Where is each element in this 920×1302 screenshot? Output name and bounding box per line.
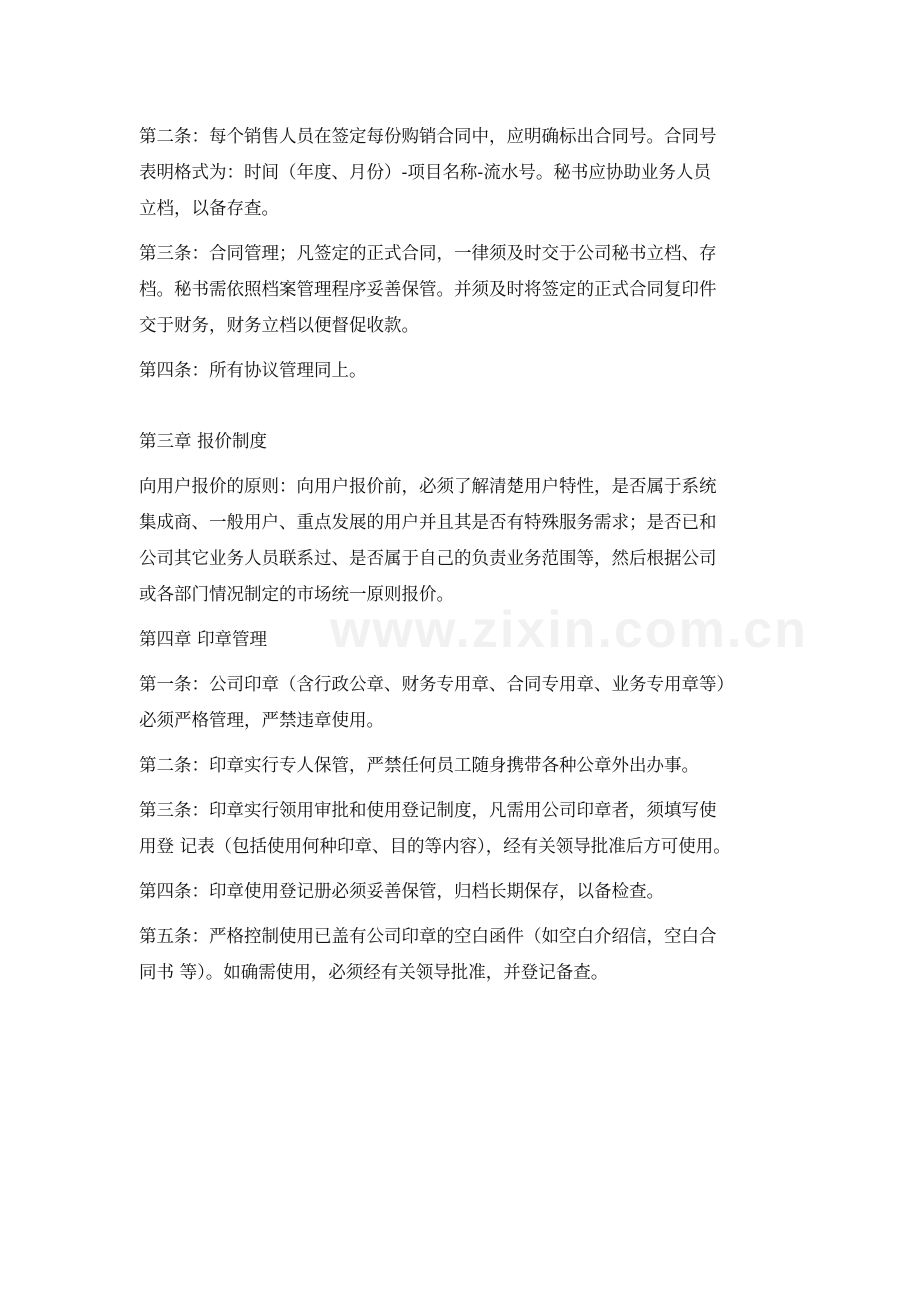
paragraph-article-3-contract-management: [139, 236, 799, 344]
paragraph-seal-article-1: [139, 667, 799, 739]
paragraph-seal-article-3: [139, 793, 799, 865]
text-line: 同书 等）。如确需使用，必须经有关领导批准，并登记备查。: [139, 963, 609, 983]
text-line: 第一条：公司印章（含行政公章、财务专用章、合同专用章、业务专用章等）: [139, 675, 734, 695]
chapter-title: 第三章 报价制度: [139, 432, 268, 452]
text-line: 表明格式为：时间（年度、月份）-项目名称-流水号。秘书应协助业务人员: [139, 163, 711, 183]
paragraph-seal-article-2: [139, 748, 799, 784]
text-line: 必须严格管理，严禁违章使用。: [139, 711, 384, 731]
text-line: 公司其它业务人员联系过、是否属于自己的负责业务范围等，然后根据公司: [139, 549, 717, 569]
section-spacer: [139, 398, 799, 424]
paragraph-article-2-contract-number: [139, 119, 799, 227]
watermark: www.zixin.com.cn: [330, 601, 808, 659]
chapter-heading-quotation: [139, 424, 799, 460]
text-line: 档。秘书需依照档案管理程序妥善保管。并须及时将签定的正式合同复印件: [139, 280, 717, 300]
paragraph-article-4-agreements: [139, 353, 799, 389]
text-line: 第三条：印章实行领用审批和使用登记制度，凡需用公司印章者，须填写使: [139, 801, 717, 821]
text-line: 或各部门情况制定的市场统一原则报价。: [139, 585, 454, 605]
text-line: 第二条：每个销售人员在签定每份购销合同中，应明确标出合同号。合同号: [139, 127, 717, 147]
paragraph-seal-article-5: [139, 919, 799, 991]
text-line: 向用户报价的原则：向用户报价前，必须了解清楚用户特性，是否属于系统: [139, 477, 717, 497]
chapter-title: 第四章 印章管理: [139, 630, 268, 650]
text-line: 第四条：印章使用登记册必须妥善保管，归档长期保存，以备检查。: [139, 882, 664, 902]
paragraph-quotation-principle: [139, 469, 799, 613]
text-line: 用登 记表（包括使用何种印章、目的等内容），经有关领导批准后方可使用。: [139, 837, 731, 857]
text-line: 交于财务，财务立档以便督促收款。: [139, 316, 419, 336]
document-body: [139, 119, 799, 1000]
text-line: 第五条：严格控制使用已盖有公司印章的空白函件（如空白介绍信，空白合: [139, 927, 717, 947]
text-line: 第四条：所有协议管理同上。: [139, 361, 367, 381]
text-line: 第二条：印章实行专人保管，严禁任何员工随身携带各种公章外出办事。: [139, 756, 699, 776]
text-line: 集成商、一般用户、重点发展的用户并且其是否有特殊服务需求；是否已和: [139, 513, 717, 533]
chapter-heading-seal-management: [139, 622, 799, 658]
text-line: 立档，以备存查。: [139, 199, 279, 219]
text-line: 第三条：合同管理；凡签定的正式合同，一律须及时交于公司秘书立档、存: [139, 244, 717, 264]
paragraph-seal-article-4: [139, 874, 799, 910]
